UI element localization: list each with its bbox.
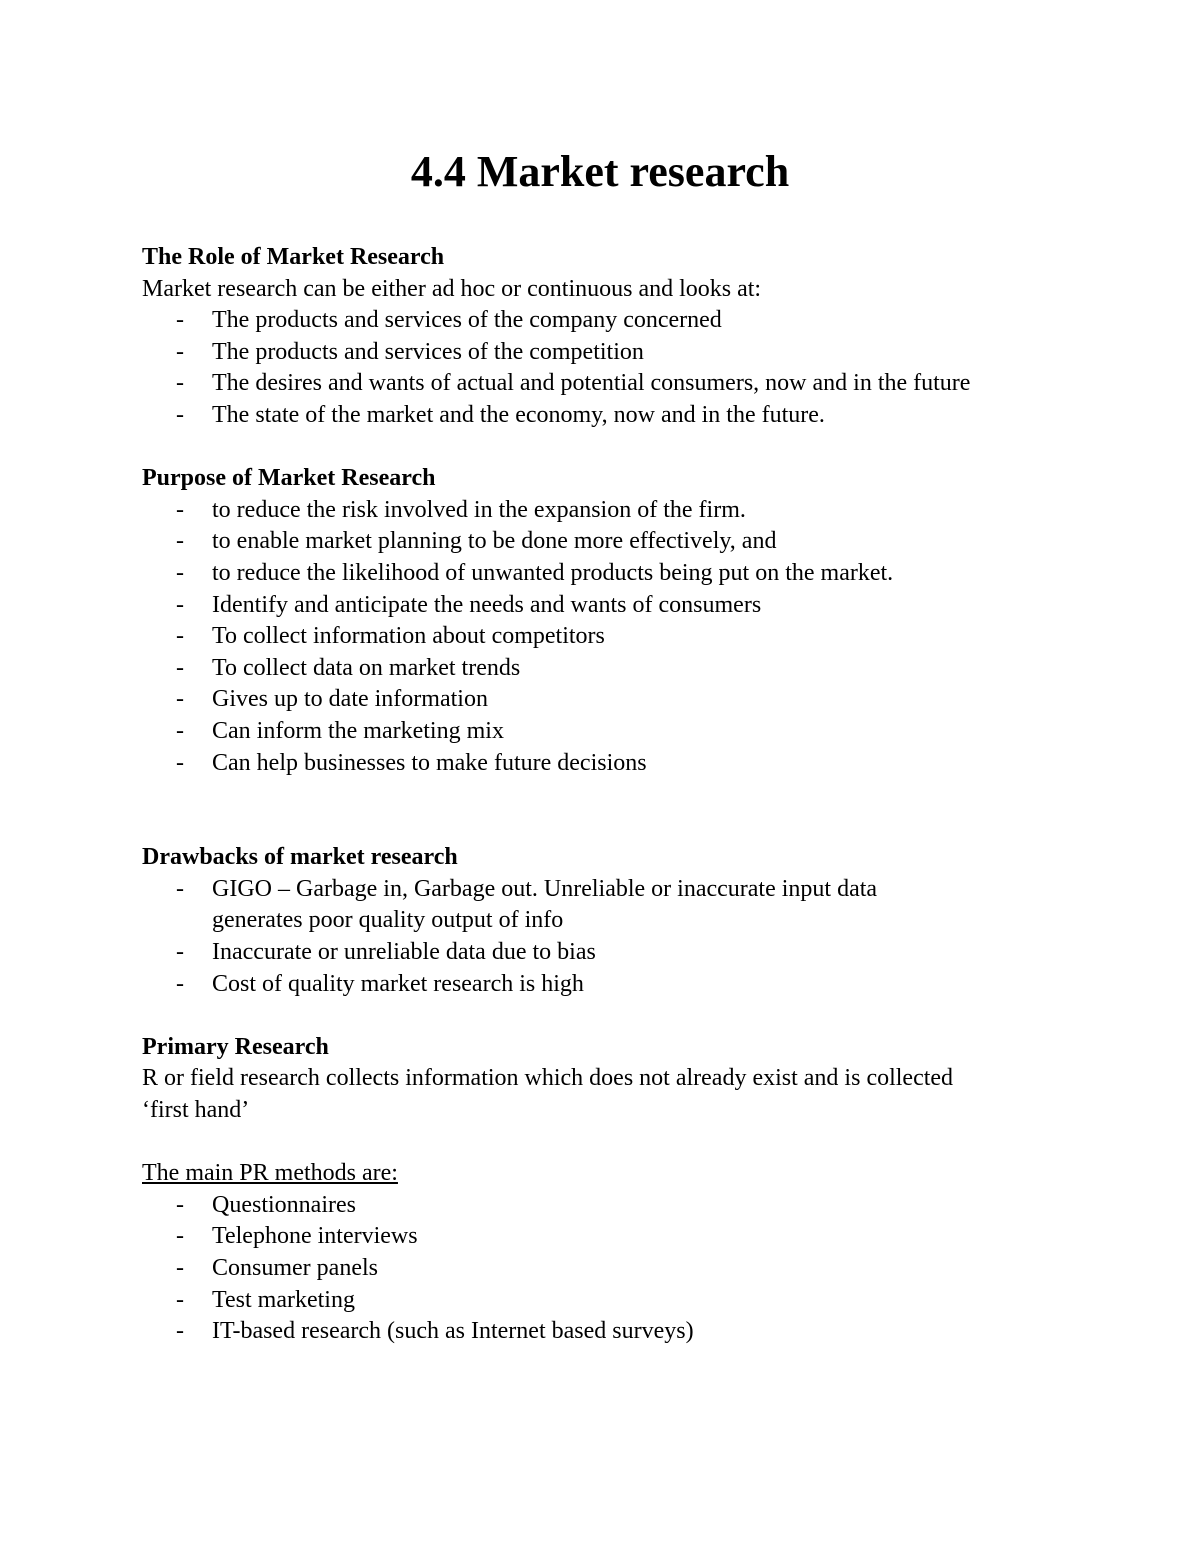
methods-label: The main PR methods are: [142,1160,398,1187]
list-item-text: Telephone interviews [212,1223,418,1250]
list-item-text: Can help businesses to make future decisions [212,749,647,776]
bullet-dash: - [176,1223,184,1250]
bullet-dash: - [176,591,184,618]
list-item-text: GIGO – Garbage in, Garbage out. Unreliable or inaccurate input data generates poor quality output of info [212,875,878,934]
page-title: 4.4 Market research [410,147,790,196]
list-item [142,653,1050,685]
list-item-text: Gives up to date information [212,686,488,713]
list-item-text: Inaccurate or unreliable data due to bias [212,939,596,966]
list-item-text: Consumer panels [212,1255,378,1281]
purpose-section [142,463,1050,779]
list-item-text: The products and services of the company concerned [212,307,722,334]
list-item [142,1316,1050,1348]
role-heading: The Role of Market Research [142,244,445,270]
list-item-text: to enable market planning to be done more effectively, and [212,528,777,555]
purpose-list [142,495,1050,779]
list-item [142,1221,1050,1253]
role-intro: Market research can be either ad hoc or continuous and looks at: [142,275,762,302]
bullet-dash: - [176,749,184,776]
list-item [142,526,1050,558]
list-item [142,337,1050,369]
list-item-text: IT-based research (such as Internet based surveys) [212,1318,694,1345]
list-item [142,1190,1050,1222]
bullet-dash: - [176,338,184,365]
bullet-dash: - [176,654,184,681]
list-item [142,305,1050,337]
drawbacks-list [142,874,1050,1000]
bullet-dash: - [176,1318,184,1345]
list-item [142,558,1050,590]
bullet-dash: - [176,939,184,966]
list-item-text: The products and services of the competition [212,338,644,365]
primary-heading: Primary Research [142,1033,329,1060]
list-item-text: Questionnaires [212,1191,356,1218]
list-item [142,1253,1050,1285]
bullet-dash: - [176,370,184,397]
bullet-dash: - [176,875,184,902]
drawbacks-heading: Drawbacks of market research [142,844,458,871]
bullet-dash: - [176,1286,184,1313]
list-item-text: Identify and anticipate the needs and wants of consumers [212,591,762,618]
drawbacks-section [142,842,1050,1000]
list-item [142,1285,1050,1317]
list-item-text: to reduce the risk involved in the expansion of the firm. [212,496,746,523]
primary-text: R or field research collects information which does not already exist and is collected ‘first hand’ [142,1065,954,1124]
purpose-heading: Purpose of Market Research [142,465,436,492]
bullet-dash: - [176,717,184,744]
list-item [142,937,1050,969]
list-item [142,748,1050,780]
bullet-dash: - [176,686,184,713]
list-item [142,621,1050,653]
list-item [142,368,1050,400]
list-item [142,874,932,937]
bullet-dash: - [176,623,184,650]
list-item-text: Cost of quality market research is high [212,970,584,997]
list-item-text: To collect information about competitors [212,623,605,650]
bullet-dash: - [176,1191,184,1218]
list-item [142,400,1050,432]
bullet-dash: - [176,559,184,586]
bullet-dash: - [176,496,184,523]
bullet-dash: - [176,401,184,428]
list-item-text: to reduce the likelihood of unwanted products being put on the market. [212,559,894,586]
list-item-text: The state of the market and the economy, now and in the future. [212,401,825,428]
methods-section [142,1158,1050,1348]
role-list [142,305,1050,431]
list-item-text: The desires and wants of actual and potential consumers, now and in the future [212,370,971,397]
list-item [142,590,1050,622]
list-item-text: Can inform the marketing mix [212,717,504,744]
list-item [142,969,1050,1001]
list-item-text: To collect data on market trends [212,654,521,681]
role-section [142,242,1050,432]
bullet-dash: - [176,970,184,997]
bullet-dash: - [176,1255,184,1281]
primary-section [142,1032,1050,1127]
list-item [142,684,1050,716]
bullet-dash: - [176,528,184,555]
bullet-dash: - [176,307,184,334]
methods-list [142,1190,1050,1348]
list-item-text: Test marketing [212,1286,355,1313]
list-item [142,716,1050,748]
list-item [142,495,1050,527]
